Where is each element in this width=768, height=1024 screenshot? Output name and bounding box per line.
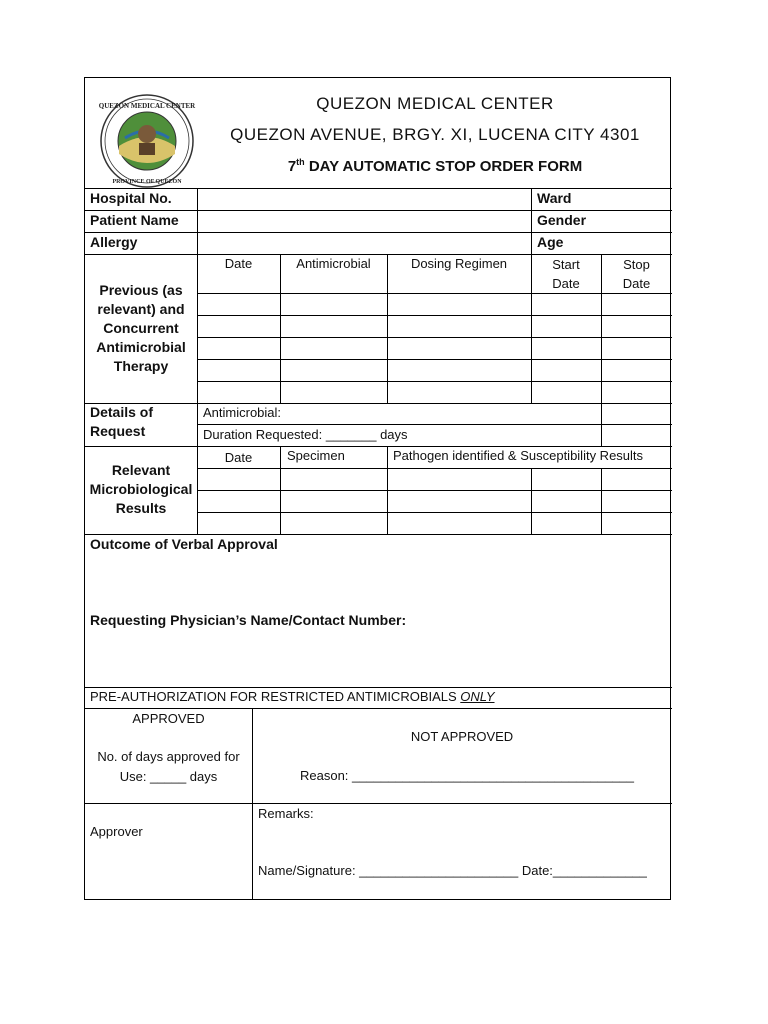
gender-label: Gender: [537, 212, 587, 228]
request-label: Details of Request: [90, 404, 154, 439]
micro-col-date: Date: [224, 450, 253, 465]
micro-col-pathogen: Pathogen identified & Susceptibility Results: [393, 448, 644, 463]
therapy-col-dosing: Dosing Regimen: [410, 256, 508, 271]
signature-line: Name/Signature: ______________________ Date:_____________: [258, 863, 647, 878]
micro-label: Relevant Microbiological Results: [89, 462, 193, 516]
not-approved-label: NOT APPROVED: [410, 729, 514, 744]
approved-label: APPROVED: [132, 711, 205, 726]
therapy-label: Previous (as relevant) and Concurrent Antimicrobial Therapy: [96, 282, 186, 374]
approver-label: Approver: [90, 824, 143, 839]
request-duration: Duration Requested: _______ days: [203, 427, 408, 442]
requesting-physician-label: Requesting Physician’s Name/Contact Number:: [90, 612, 407, 628]
verbal-approval-outcome: Outcome of Verbal Approval: [90, 536, 278, 552]
therapy-col-date: Date: [224, 256, 253, 271]
age-label: Age: [537, 234, 564, 250]
form-title: 7th DAY AUTOMATIC STOP ORDER FORM: [287, 157, 583, 175]
ward-label: Ward: [537, 190, 572, 206]
reason-line: Reason: _______________________________________: [300, 768, 635, 783]
micro-col-specimen: Specimen: [287, 448, 345, 463]
svg-text:PROVINCE OF QUEZON: PROVINCE OF QUEZON: [112, 179, 182, 185]
institution-name: QUEZON MEDICAL CENTER: [316, 94, 554, 113]
preauth-heading: PRE-AUTHORIZATION FOR RESTRICTED ANTIMICROBIALS ONLY: [90, 689, 495, 704]
hospital-logo: [97, 94, 197, 188]
request-antimicrobial: Antimicrobial:: [203, 405, 282, 420]
therapy-col-antimicrobial: Antimicrobial: [296, 256, 371, 271]
svg-text:QUEZON MEDICAL CENTER: QUEZON MEDICAL CENTER: [98, 102, 196, 110]
remarks-label: Remarks:: [258, 806, 314, 821]
therapy-col-stop-date: Stop Date: [622, 257, 651, 291]
stop-order-form: [84, 77, 671, 900]
approved-days: No. of days approved for Use: _____ days: [97, 749, 240, 784]
patient-name-label: Patient Name: [90, 212, 179, 228]
institution-address: QUEZON AVENUE, BRGY. XI, LUCENA CITY 4301: [230, 125, 640, 144]
therapy-col-start-date: Start Date: [552, 257, 580, 291]
hospital-seal-icon: [97, 94, 197, 188]
allergy-label: Allergy: [90, 234, 138, 250]
hospital-no-label: Hospital No.: [90, 190, 172, 206]
